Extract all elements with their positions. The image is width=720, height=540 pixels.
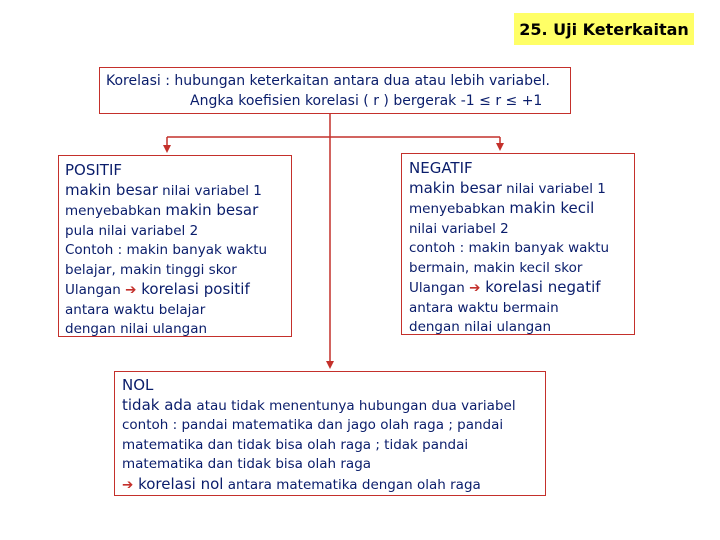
positif-heading: POSITIF xyxy=(65,161,123,179)
negatif-text: nilai variabel 1 xyxy=(501,180,606,197)
negatif-text: antara waktu bermain xyxy=(409,299,559,316)
negatif-text: nilai variabel 2 xyxy=(409,220,509,237)
nol-result: korelasi nol xyxy=(133,474,224,493)
negatif-example: contoh : makin banyak waktu xyxy=(409,240,610,256)
negatif-emphasis-2: makin kecil xyxy=(509,199,595,217)
negatif-result: korelasi negatif xyxy=(480,278,601,296)
nol-emphasis: tidak ada xyxy=(122,395,193,414)
positif-text: dengan nilai ulangan xyxy=(65,321,208,337)
negatif-box xyxy=(401,153,635,335)
negatif-text: dengan nilai ulangan xyxy=(409,319,552,335)
negatif-text: menyebabkan xyxy=(409,201,510,217)
positif-box xyxy=(58,155,292,337)
nol-box xyxy=(114,371,546,496)
positif-emphasis-1: makin besar xyxy=(65,180,158,199)
arrow-right-icon: ➔ xyxy=(469,280,481,296)
definition-box xyxy=(99,67,571,114)
negatif-emphasis-1: makin besar xyxy=(409,178,502,197)
definition-line-2: Angka koefisien korelasi ( r ) bergerak -1 ≤ r ≤ +1 xyxy=(190,93,543,109)
arrow-right-icon: ➔ xyxy=(125,282,137,298)
nol-example: contoh : pandai matematika dan jago olah raga ; pandai xyxy=(122,417,504,433)
nol-example: matematika dan tidak bisa olah raga xyxy=(122,456,372,472)
negatif-text: Ulangan xyxy=(409,280,470,296)
positif-text: Ulangan xyxy=(65,282,126,298)
positif-emphasis-2: makin besar xyxy=(165,201,259,219)
positif-text: menyebabkan xyxy=(65,203,166,219)
positif-example: Contoh : makin banyak waktu xyxy=(65,242,268,258)
nol-heading: NOL xyxy=(122,376,154,394)
negatif-example: bermain, makin kecil skor xyxy=(409,259,583,276)
definition-line-1: : hubungan keterkaitan antara dua atau lebih variabel. xyxy=(160,73,550,89)
nol-text: antara matematika dengan olah raga xyxy=(223,476,481,493)
positif-text: antara waktu belajar xyxy=(65,301,206,318)
positif-example: belajar, makin tinggi skor xyxy=(65,261,237,278)
definition-term: Korelasi xyxy=(106,73,161,89)
page-title: 25. Uji Keterkaitan xyxy=(514,13,694,45)
positif-result: korelasi positif xyxy=(136,280,250,298)
nol-text: atau tidak menentunya hubungan dua variabel xyxy=(192,397,516,414)
negatif-heading: NEGATIF xyxy=(409,159,473,177)
arrow-right-icon: ➔ xyxy=(122,476,134,493)
positif-text: pula nilai variabel 2 xyxy=(65,222,199,239)
nol-example: matematika dan tidak bisa olah raga ; tidak pandai xyxy=(122,436,469,453)
positif-text: nilai variabel 1 xyxy=(157,182,262,199)
